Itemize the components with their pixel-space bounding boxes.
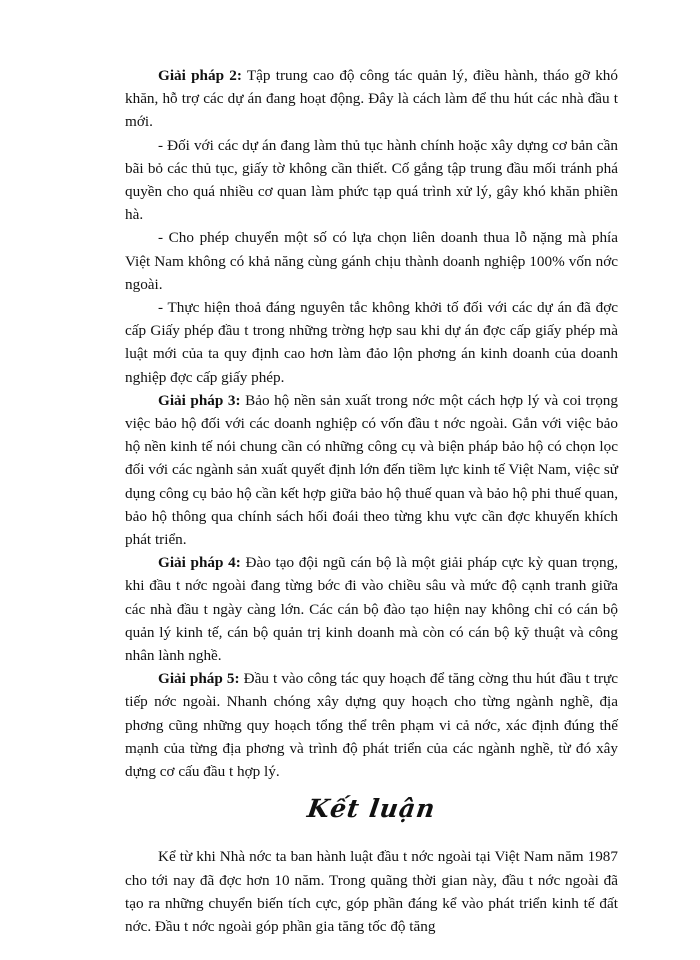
- solution-4-text: Đào tạo đội ngũ cán bộ là một giải pháp cực kỳ quan trọng, khi đầu t nớc ngoài đang từng bớc đi vào chiều sâu và mức độ cạnh tranh giữa các nhà đầu t ngày càng lớn. Các cán bộ đào tạo hiện nay không chỉ có cán bộ quản lý kinh tế, cán bộ quản trị kinh doanh mà còn có cán bộ kỹ thuật và công nhân lành nghề.: [125, 554, 619, 665]
- bullet-2-paragraph: - Cho phép chuyển một số có lựa chọn liên doanh thua lỗ nặng mà phía Việt Nam không có khả năng cùng gánh chịu thành doanh nghiệp 100% vốn nớc ngoài.: [125, 229, 618, 293]
- solution-3-paragraph: [125, 389, 618, 551]
- solution-3-text: Bảo hộ nền sản xuất trong nớc một cách hợp lý và coi trọng việc bảo hộ đối với các doanh nghiệp có vốn đầu t nớc ngoài. Gắn với việc bảo hộ nền kinh tế nói chung cần có những công cụ và biện pháp bảo hộ có chọn lọc đối với các ngành sản xuất quyết định lớn đến tiềm lực kinh tế Việt Nam, việc sử dụng công cụ bảo hộ cần kết hợp giữa bảo hộ thuế quan và bảo hộ phi thuế quan, bảo hộ thông qua chính sách hối đoái theo từng khu vực cần đợc khuyến khích phát triển.: [125, 391, 618, 549]
- solution-5-label: Giải pháp 5:: [158, 670, 240, 688]
- conclusion-heading: Kết luận: [305, 794, 438, 824]
- bullet-1-paragraph: - Đối với các dự án đang làm thủ tục hành chính hoặc xây dựng cơ bản cần bãi bỏ các thủ tục, giấy tờ không cần thiết. Cố gắng tập trung đầu mối tránh phá quyền cho quá nhiều cơ quan làm phức tạp quá trình xử lý, gây khó khăn phiền hà.: [125, 136, 618, 224]
- solution-4-paragraph: [125, 551, 618, 667]
- bullet-3-paragraph: - Thực hiện thoả đáng nguyên tắc không khởi tố đối với các dự án đã đợc cấp Giấy phép đầu t trong những trờng hợp sau khi dự án đợc cấp giấy phép mà luật mới của ta quy định cao hơn làm đảo lộn phơng án kinh doanh của doanh nghiệp đợc cấp giấy phép.: [125, 299, 618, 386]
- conclusion-paragraph: Kể từ khi Nhà nớc ta ban hành luật đầu t nớc ngoài tại Việt Nam năm 1987 cho tới nay đã đợc hơn 10 năm. Trong quãng thời gian này, đầu t nớc ngoài đã tạo ra những chuyển biến tích cực, góp phần đáng kể vào phát triển kinh tế đất nớc. Đầu t nớc ngoài góp phần gia tăng tốc độ tăng: [125, 848, 618, 935]
- solution-5-paragraph: [125, 667, 618, 783]
- solution-2-paragraph: [125, 64, 618, 134]
- solution-2-text: Tập trung cao độ công tác quản lý, điều hành, tháo gỡ khó khăn, hỗ trợ các dự án đang hoạt động. Đây là cách làm để thu hút các nhà đầu t mới.: [125, 67, 618, 131]
- solution-2-label: Giải pháp 2:: [158, 67, 242, 84]
- solution-5-text: Đầu t vào công tác quy hoạch để tăng cờng thu hút đầu t trực tiếp nớc ngoài. Nhanh chóng xây dựng quy hoạch cho từng ngành nghề, địa phơng cũng những quy hoạch tổng thể trên phạm vi cả nớc, xác định đúng thế mạnh của từng địa phơng và trình độ phát triển của các ngành nghề, từ đó xây dựng cơ cấu đầu t hợp lý.: [125, 670, 619, 781]
- solution-3-label: Giải pháp 3:: [158, 391, 241, 409]
- solution-4-label: Giải pháp 4:: [158, 554, 241, 572]
